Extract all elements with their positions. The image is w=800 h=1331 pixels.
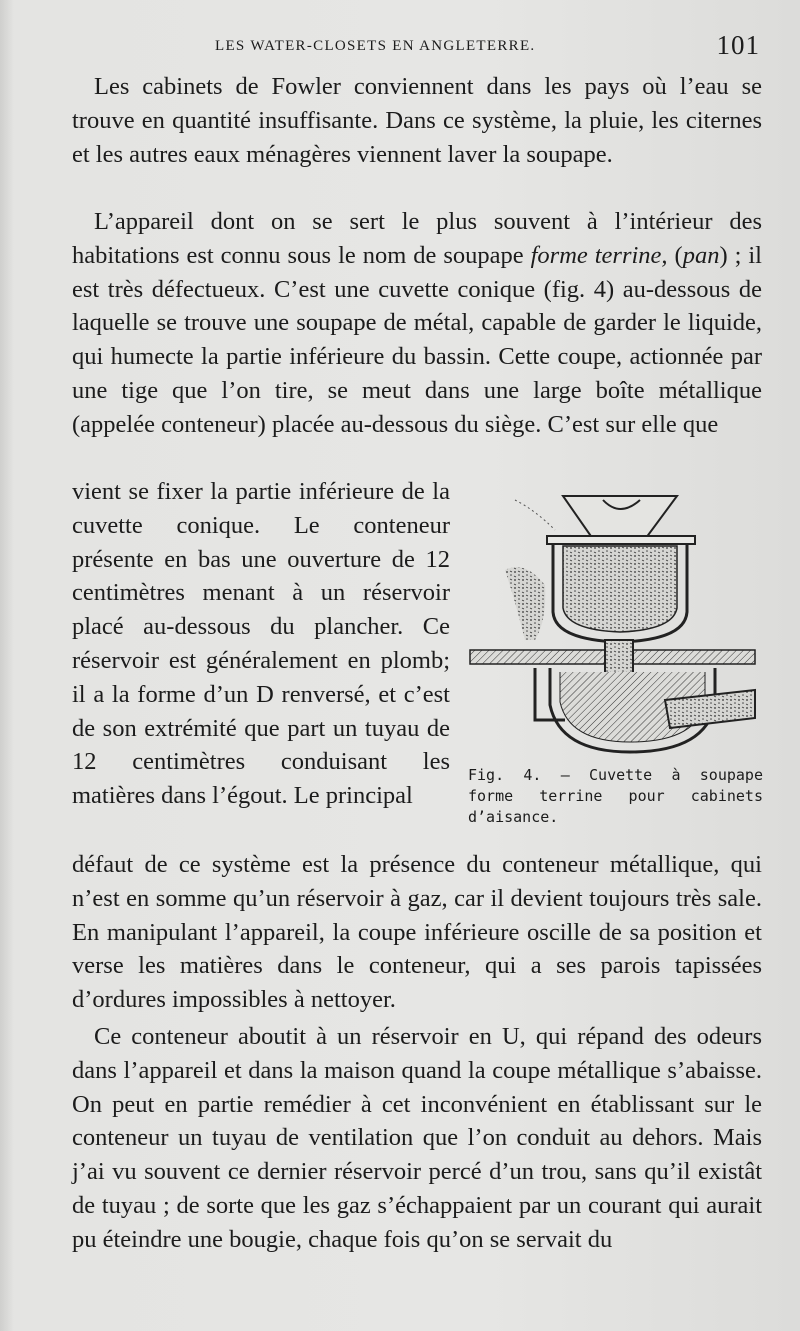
paragraph-text: Les cabinets de Fowler conviennent dans les pays où l’eau se trouve en quantité insuffisante. Dans ce système, la pluie, les citernes et les autres eaux ménagères viennent laver la soupape. xyxy=(72,73,762,168)
paragraph-text: Ce conteneur aboutit à un réservoir en U, qui répand des odeurs dans l’appareil et dans la maison quand la coupe métallique s’abaisse. On peut en partie remédier à cet inconvénient en établissant sur le conteneur un tuyau de ventilation que l’on conduit au dehors. Mais j’ai vu souvent ce dernier réservoir percé d’un trou, sans qu’il existât de tuyau ; de sorte que les gaz s’échappaient par un courant qui aurait pu éteindre une bougie, chaque fois qu’on se servait du xyxy=(72,1023,762,1253)
text-run: ( xyxy=(667,241,683,269)
text-run: ) ; il est très défectueux. C’est une cuvette conique (fig. 4) au-dessous de laquelle se trouve une soupape de métal, capable de garder le liquide, qui humecte la partie inférieure du bassin. Cette coupe, actionnée par une tige que l’on tire, se meut dans une large boîte métallique (appelée conteneur) placée au-dessous du siège. C’est sur elle que xyxy=(72,241,762,438)
paragraph-conteneur xyxy=(72,1020,762,1257)
paragraph-continuation xyxy=(72,848,762,1017)
paragraph-fowler xyxy=(72,70,762,171)
wrapped-text-column xyxy=(72,475,450,813)
page-header xyxy=(215,30,760,62)
paragraph-text: défaut de ce système est la présence du conteneur métallique, qui n’est en somme qu’un réservoir à gaz, car il devient toujours très sale. En manipulant l’appareil, la coupe inférieure oscille de sa position et verse les matières dans le conteneur, qui a ses parois tapissées d’ordures impossibles à nettoyer. xyxy=(72,851,762,1014)
conteneur-contents xyxy=(563,546,677,632)
paragraph-appareil xyxy=(72,205,762,442)
paragraph-text: vient se fixer la partie inférieure de la cuvette conique. Le conteneur présente en bas une ouverture de 12 centimètres menant à un réservoir placé au-dessous du plancher. Ce réservoir est généralement en plomb; il a la forme d’un D renversé, et c’est de son extrémité que part un tuyau de 12 centimètres conduisant les matières dans l’égout. Le principal xyxy=(72,478,450,810)
italic-term: forme terrine, xyxy=(530,241,668,269)
figure-caption: Fig. 4. — Cuvette à soupape forme terrine pour cabinets d’aisance. xyxy=(468,766,763,826)
paragraph-text xyxy=(72,205,762,442)
page-number: 101 xyxy=(716,30,760,60)
running-title: LES WATER-CLOSETS EN ANGLETERRE. xyxy=(215,38,536,54)
figure-cuvette-illustration xyxy=(465,490,770,775)
italic-term: pan xyxy=(682,241,720,269)
text-run: L’appareil dont on se sert le plus souvent à l’intérieur des habitations est connu sous le nom de soupape xyxy=(72,208,762,269)
